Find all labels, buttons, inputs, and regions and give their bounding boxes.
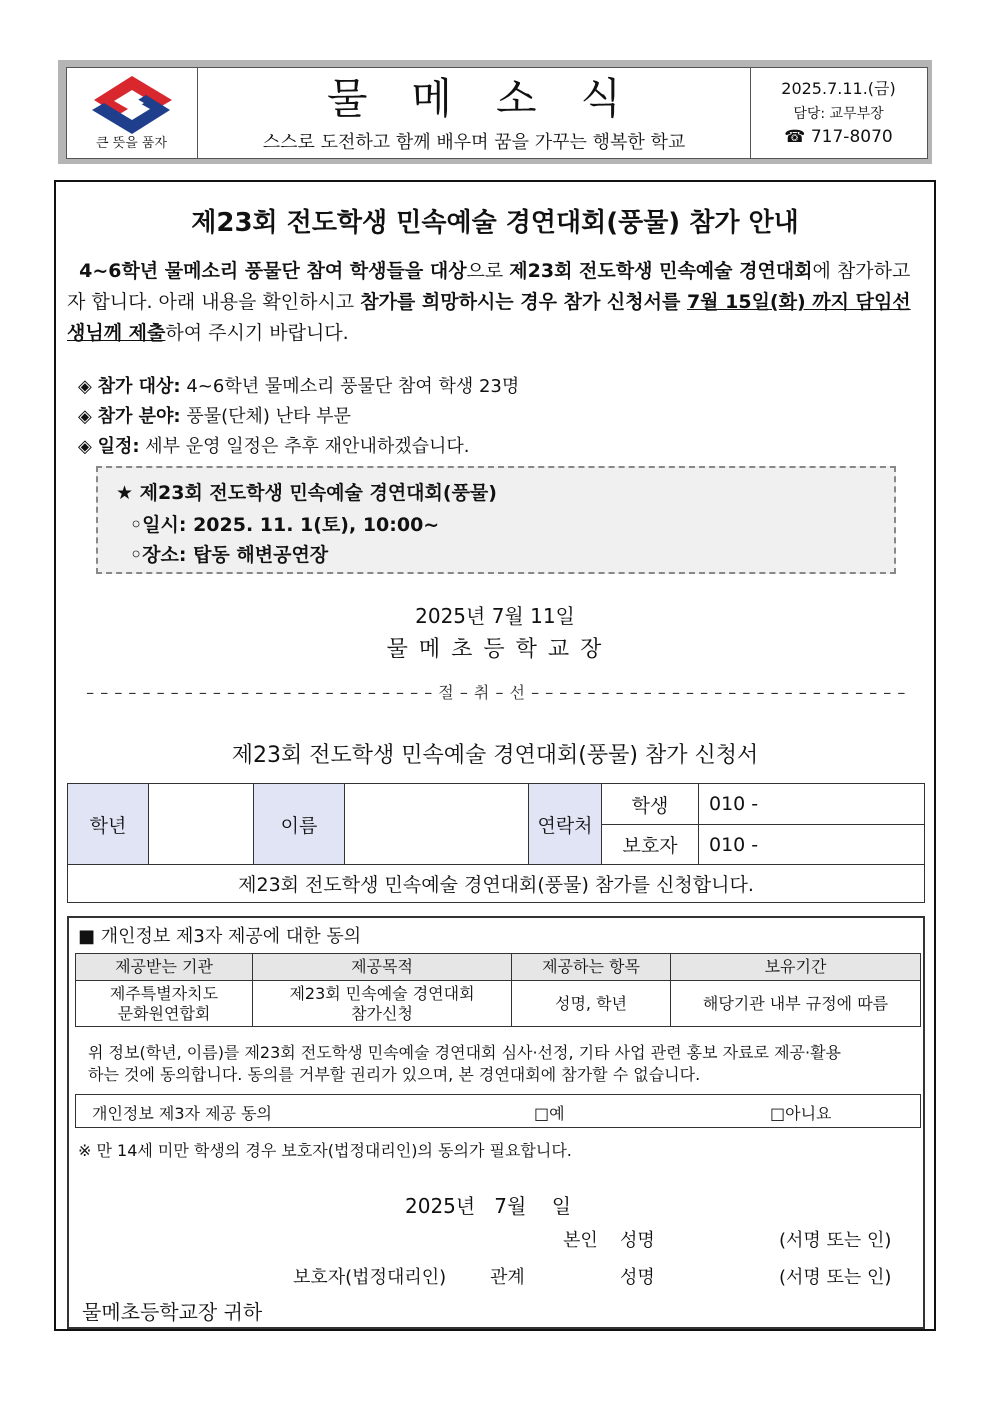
event-title: ★ 제23회 전도학생 민속예술 경연대회(풍물) (116, 482, 497, 504)
consent-table (75, 953, 921, 1027)
consent-org: 제주특별자치도 문화원연합회 (76, 981, 253, 1027)
consent-header: 제공목적 (253, 954, 512, 981)
para-deadline: 7월 15일(화) 까지 담임선생님께 제출 (67, 291, 911, 344)
self-name-label: 성명 (620, 1230, 655, 1251)
addressee: 물메초등학교장 귀하 (82, 1300, 263, 1324)
self-label: 본인 (563, 1230, 598, 1251)
charge-person: 담당: 교무부장 (793, 106, 884, 122)
guardian-label: 보호자 (602, 825, 699, 865)
consent-date: 2025년 7월 일 (405, 1194, 572, 1218)
consent-header: 보유기간 (671, 954, 921, 981)
school-slogan: 스스로 도전하고 함께 배우며 꿈을 가꾸는 행복한 학교 (262, 132, 686, 153)
agree-label: 개인정보 제3자 제공 동의 (92, 1104, 272, 1123)
para-text: 하여 주시기 바랍니다. (165, 322, 349, 344)
para-text: 으로 (466, 260, 510, 282)
issue-date: 2025.7.11.(금) (781, 79, 896, 98)
application-table (67, 783, 925, 903)
consent-note: ※ 만 14세 미만 학생의 경우 보호자(법정대리인)의 동의가 필요합니다. (78, 1141, 572, 1160)
para-target: 4~6학년 물메소리 풍물단 참여 학생들을 대상 (79, 260, 467, 282)
consent-paragraph: 위 정보(학년, 이름)를 제23회 전도학생 민속예술 경연대회 심사·선정, 기타 사업 관련 홍보 자료로 제공·활용 하는 것에 동의합니다. 동의를 거부할 권리가 있으며, 본 경연대회에 참가할 수 없습니다. (88, 1043, 842, 1084)
principal-line: 물 메 초 등 학 교 장 (386, 637, 604, 662)
notice-title: 제23회 전도학생 민속예술 경연대회(풍물) 참가 안내 (191, 208, 799, 238)
guardian-sign-label: (서명 또는 인) (779, 1267, 892, 1288)
para-event: 제23회 전도학생 민속예술 경연대회 (509, 260, 813, 282)
guardian-phone-field[interactable]: 010 - (699, 825, 925, 865)
application-statement: 제23회 전도학생 민속예술 경연대회(풍물) 참가를 신청합니다. (68, 865, 925, 903)
consent-purpose: 제23회 민속예술 경연대회 참가신청 (253, 981, 512, 1027)
name-field[interactable] (345, 784, 529, 865)
agree-no-checkbox[interactable]: □아니요 (770, 1104, 832, 1123)
self-sign-label: (서명 또는 인) (779, 1230, 892, 1251)
logo-motto: 큰 뜻을 품자 (95, 136, 168, 151)
consent-header: 제공받는 기관 (76, 954, 253, 981)
event-place: ◦장소: 탑동 해변공연장 (130, 544, 329, 566)
para-request: 참가를 희망하시는 경우 참가 신청서를 (360, 291, 687, 313)
cut-line: – – – – – – – – – – – – – – – – – – – – – – – – – 절 – 취 – 선 – – – – – – – – – – – – – – – – – – – – – – – – – – – (86, 683, 906, 702)
phone-number: ☎ 717-8070 (784, 127, 893, 147)
guardian-label: 보호자(법정대리인) (293, 1267, 447, 1288)
para-text: 에 참가하고자 합니다. 아래 내용을 확인하시고 (67, 260, 911, 313)
application-title: 제23회 전도학생 민속예술 경연대회(풍물) 참가 신청서 (231, 743, 759, 768)
school-logo-icon (90, 74, 174, 136)
newsletter-title: 물메소식 (326, 74, 666, 123)
agree-yes-checkbox[interactable]: □예 (534, 1104, 565, 1123)
info-item: ◈ 일정: 세부 운영 일정은 추후 재안내하겠습니다. (78, 436, 470, 457)
event-date: ◦일시: 2025. 11. 1(토), 10:00~ (130, 514, 440, 536)
info-item: ◈ 참가 분야: 풍물(단체) 난타 부문 (78, 406, 351, 427)
grade-field[interactable] (149, 784, 254, 865)
issue-date-line: 2025년 7월 11일 (415, 604, 575, 628)
consent-period: 해당기관 내부 규정에 따름 (671, 981, 921, 1027)
notice-paragraph (67, 256, 917, 349)
info-item: ◈ 참가 대상: 4~6학년 물메소리 풍물단 참여 학생 23명 (78, 376, 520, 397)
consent-header: 제공하는 항목 (512, 954, 671, 981)
guardian-name-label: 성명 (620, 1267, 655, 1288)
student-label: 학생 (602, 784, 699, 825)
relation-label: 관계 (490, 1267, 525, 1288)
contact-label: 연락처 (529, 784, 602, 865)
student-phone-field[interactable]: 010 - (699, 784, 925, 825)
consent-items: 성명, 학년 (512, 981, 671, 1027)
grade-label: 학년 (68, 784, 149, 865)
consent-heading: ■ 개인정보 제3자 제공에 대한 동의 (78, 926, 362, 947)
name-label: 이름 (254, 784, 345, 865)
